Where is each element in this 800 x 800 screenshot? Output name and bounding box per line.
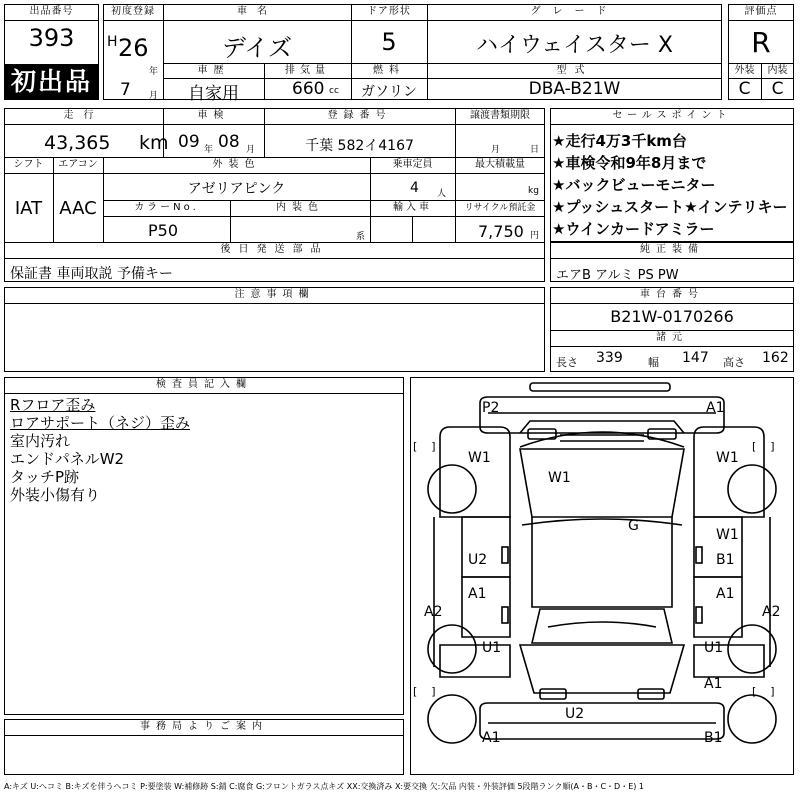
damage-mark-u2: U2 (468, 552, 488, 568)
car-name-label: 車名 (237, 6, 277, 17)
ac: AAC (59, 198, 97, 219)
int-color-unit: 系 (356, 232, 366, 242)
first-listing-badge: 初出品 (4, 64, 99, 100)
later-parts: 保証書 車両取説 予備キー (10, 266, 173, 282)
length-label: 長さ (556, 356, 578, 369)
damage-mark-w1: W1 (716, 527, 739, 543)
int-color-label: 内装色 (276, 202, 324, 213)
damage-mark-u2: U2 (565, 706, 585, 722)
damage-mark-a1: A1 (482, 730, 501, 746)
inspector-line: エンドパネルW2 (10, 450, 125, 468)
load-label: 最大積載量 (475, 159, 525, 170)
inspection-year: 09 (178, 132, 200, 152)
recycle-unit: 円 (530, 231, 540, 241)
transfer-day-unit: 日 (530, 145, 540, 155)
exterior-grade: C (738, 79, 751, 99)
damage-mark-p2: P2 (482, 400, 500, 416)
transfer-month-unit: 月 (491, 145, 501, 155)
inspector-line: タッチP跡 (10, 468, 80, 486)
mileage: 43,365 (44, 132, 111, 154)
import-label: 輸入車 (393, 202, 432, 213)
doors-label: ドア形状 (367, 6, 411, 17)
ac-label: エアコン (58, 159, 98, 170)
height-label: 高さ (723, 356, 745, 369)
width: 147 (682, 350, 709, 366)
dims-label: 諸元 (656, 332, 688, 343)
damage-mark-g: G (628, 518, 639, 534)
genuine-label: 純正装備 (640, 244, 704, 255)
bracket-label: [ ] (413, 440, 436, 453)
damage-mark-a1: A1 (716, 586, 735, 602)
bracket-label: [ ] (413, 685, 436, 698)
displacement-label: 排気量 (285, 65, 330, 76)
damage-mark-a1: A1 (704, 676, 723, 692)
inspector-notes (10, 396, 190, 504)
first-reg-year: 26 (118, 34, 149, 62)
legend-text: A:キズ U:ヘコミ B:キズを伴うヘコミ P:要塗装 W:補修跡 S:錆 C:腐食 G:フロントガラス点キズ XX:交換済み X:要交換 欠:欠品 内装・外装評価 5段階ランク順(A・B・C・D・E) 1 (4, 782, 645, 791)
history: 自家用 (188, 84, 239, 104)
inspection-month: 08 (218, 132, 240, 152)
era: H (107, 34, 118, 50)
inspector-label: 検査員記入欄 (156, 379, 252, 390)
damage-mark-a1: A1 (706, 400, 725, 416)
sales-point-item: ★プッシュスタート★インテリキー (552, 198, 788, 216)
inspector-line: ロアサポート（ネジ）歪み (10, 414, 191, 432)
inspection-year-unit: 年 (204, 145, 214, 155)
first-reg-month: 7 (120, 80, 131, 100)
damage-mark-b1: B1 (704, 730, 723, 746)
bracket-label: [ ] (752, 440, 775, 453)
damage-mark-w1: W1 (548, 470, 571, 486)
sales-point-item: ★走行4万3千km台 (552, 132, 687, 150)
displacement: 660 (292, 79, 325, 99)
color-no: P50 (148, 221, 179, 240)
inspector-line: 外装小傷有り (10, 486, 101, 504)
capacity-label: 乗車定員 (392, 159, 433, 170)
sales-point-item: ★車検令和9年8月まで (552, 154, 707, 172)
inspector-line: Rフロア歪み (10, 396, 96, 414)
score: R (751, 26, 771, 59)
damage-mark-a1: A1 (468, 586, 487, 602)
shift: IAT (14, 198, 43, 219)
model-label: 型式 (556, 65, 593, 76)
first-reg-label: 初度登録 (111, 6, 155, 17)
interior-grade: C (771, 79, 784, 99)
grade-label: グレード (530, 6, 619, 17)
color-no-label: カラーNo. (134, 202, 199, 213)
mileage-unit: km (139, 132, 169, 154)
genuine-equipment: エアB アルミ PS PW (556, 268, 679, 283)
interior-label: 内装 (767, 65, 788, 76)
damage-mark-w1: W1 (468, 450, 491, 466)
recycle-label: リサイクル預託金 (464, 203, 536, 213)
damage-mark-a2: A2 (762, 604, 781, 620)
doors: 5 (381, 28, 397, 56)
capacity: 4 (410, 180, 419, 196)
fuel-label: 燃料 (373, 65, 405, 76)
month-unit: 月 (149, 91, 159, 101)
chassis-number: B21W-0170266 (610, 307, 734, 326)
sales-point-item: ★バックビューモニター (552, 176, 716, 194)
notes-label: 注意事項欄 (234, 289, 315, 300)
fuel: ガソリン (361, 84, 417, 100)
car-name: デイズ (221, 34, 293, 62)
sales-points-label: セールスポイント (612, 110, 732, 121)
damage-mark-u1: U1 (704, 640, 724, 656)
car-outline-diagram (410, 377, 794, 775)
recycle: 7,750 (478, 222, 524, 241)
year-unit: 年 (149, 67, 159, 77)
inspection-month-unit: 月 (246, 145, 256, 155)
mileage-label: 走行 (63, 110, 104, 121)
plate-label: 登録番号 (327, 110, 392, 121)
capacity-unit: 人 (437, 189, 447, 199)
lot-no-label: 出品番号 (29, 6, 74, 17)
exterior-label: 外装 (734, 65, 755, 76)
length: 339 (596, 350, 623, 366)
score-label: 評価点 (744, 6, 778, 17)
later-parts-label: 後日発送部品 (220, 244, 329, 255)
damage-mark-w1: W1 (716, 450, 739, 466)
plate: 千葉 582イ4167 (305, 138, 414, 154)
inspection-label: 車検 (197, 110, 230, 121)
bracket-label: [ ] (752, 685, 775, 698)
lot-no: 393 (28, 24, 75, 52)
chassis-label: 車台番号 (640, 289, 704, 300)
height: 162 (762, 350, 789, 366)
transfer-label: 譲渡書類期限 (470, 110, 530, 121)
inspector-line: 室内汚れ (10, 432, 71, 450)
load-unit: kg (528, 186, 539, 196)
grade: ハイウェイスター X (476, 33, 673, 58)
shift-label: シフト (13, 159, 44, 170)
width-label: 幅 (648, 356, 659, 369)
color: アゼリアピンク (187, 181, 286, 197)
damage-mark-u1: U1 (482, 640, 502, 656)
history-label: 車歴 (197, 65, 230, 76)
damage-mark-a2: A2 (424, 604, 443, 620)
damage-mark-b1: B1 (716, 552, 735, 568)
color-label: 外装色 (212, 159, 261, 170)
model: DBA-B21W (528, 79, 621, 99)
displacement-unit: cc (329, 86, 339, 96)
office-label: 事務局よりご案内 (140, 721, 268, 732)
sales-point-item: ★ウインカードアミラー (552, 220, 715, 238)
